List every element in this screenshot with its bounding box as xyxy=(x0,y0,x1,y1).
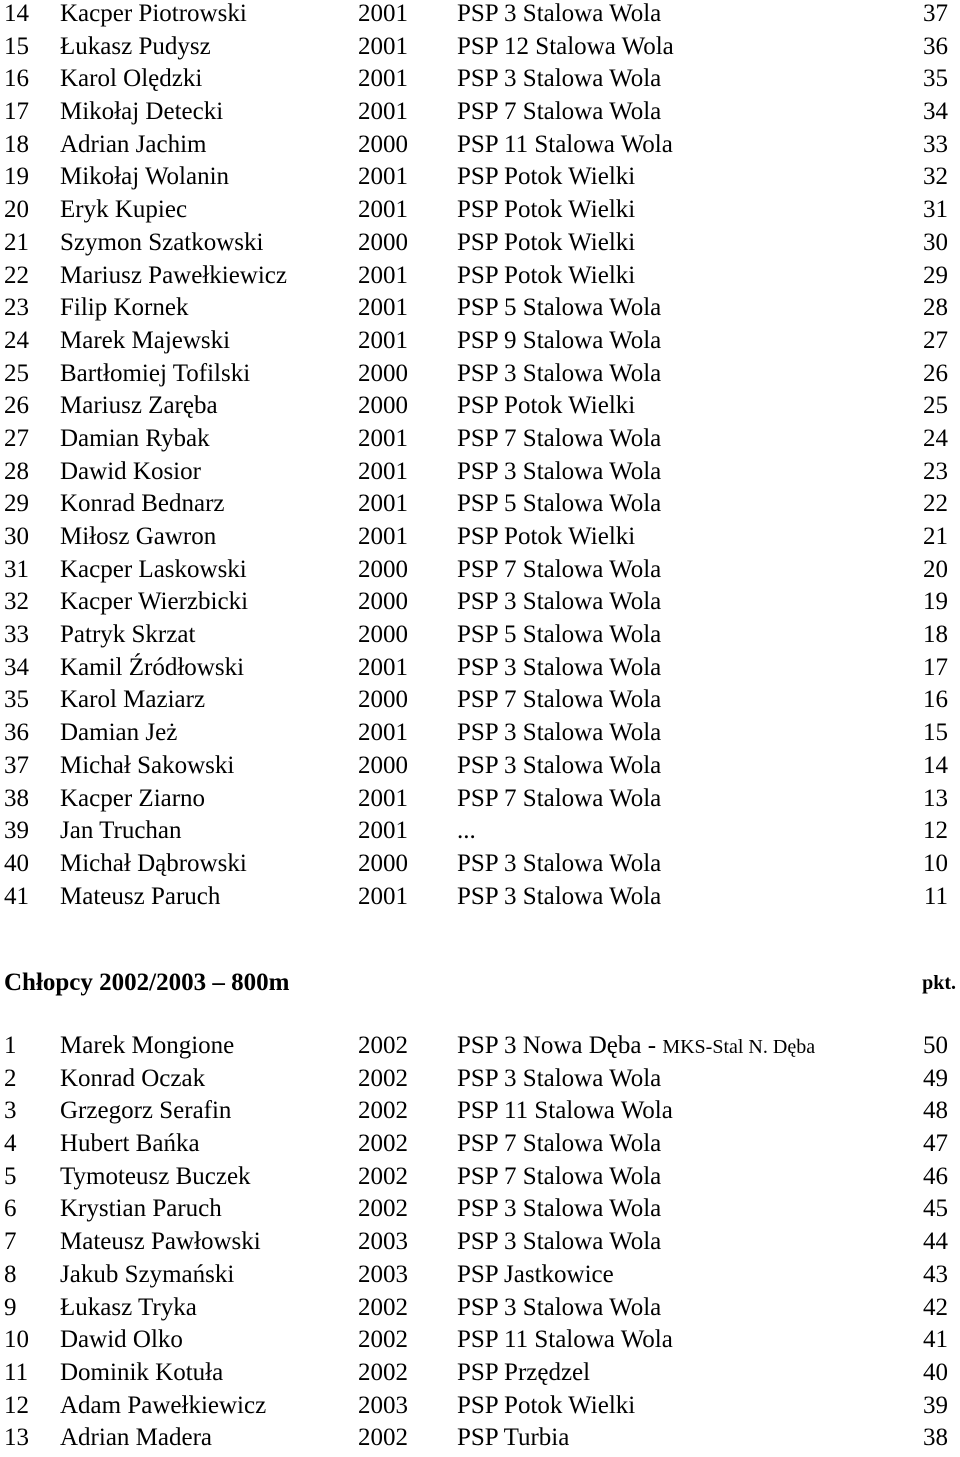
points-cell: 24 xyxy=(923,424,948,452)
result-row xyxy=(0,621,960,654)
points-cell: 27 xyxy=(923,326,948,354)
result-row xyxy=(0,98,960,131)
school-cell: PSP 7 Stalowa Wola xyxy=(457,1130,662,1158)
school-cell: PSP 7 Stalowa Wola xyxy=(457,1162,662,1190)
school-cell: PSP 3 Stalowa Wola xyxy=(457,1195,662,1223)
name-cell: Kacper Wierzbicki xyxy=(60,588,249,616)
result-row xyxy=(0,458,960,491)
points-cell: 37 xyxy=(923,0,948,27)
points-cell: 32 xyxy=(923,163,948,191)
name-cell: Tymoteusz Buczek xyxy=(60,1162,251,1190)
name-cell: Kacper Piotrowski xyxy=(60,0,247,27)
year-cell: 2000 xyxy=(358,130,408,158)
year-cell: 2001 xyxy=(358,719,408,747)
name-cell: Mariusz Zaręba xyxy=(60,392,218,420)
place-cell: 2 xyxy=(4,1064,17,1092)
name-cell: Marek Majewski xyxy=(60,326,231,354)
result-row xyxy=(0,1392,960,1425)
result-row xyxy=(0,392,960,425)
place-cell: 6 xyxy=(4,1195,17,1223)
school-text: PSP 3 Nowa Dęba - xyxy=(457,1032,663,1059)
points-cell: 25 xyxy=(923,392,948,420)
points-cell: 42 xyxy=(923,1293,948,1321)
year-cell: 2000 xyxy=(358,751,408,779)
school-cell: PSP Potok Wielki xyxy=(457,196,636,224)
points-cell: 15 xyxy=(923,719,948,747)
name-cell: Adam Pawełkiewicz xyxy=(60,1391,267,1419)
name-cell: Łukasz Pudysz xyxy=(60,32,211,60)
school-cell: PSP Potok Wielki xyxy=(457,523,636,550)
school-cell: PSP 5 Stalowa Wola xyxy=(457,294,662,322)
name-cell: Filip Kornek xyxy=(60,294,189,322)
place-cell: 5 xyxy=(4,1162,17,1190)
place-cell: 23 xyxy=(4,294,29,322)
points-cell: 10 xyxy=(923,849,948,877)
year-cell: 2001 xyxy=(358,523,408,550)
school-cell: PSP Potok Wielki xyxy=(457,1391,636,1419)
name-cell: Szymon Szatkowski xyxy=(60,228,264,256)
year-cell: 2001 xyxy=(358,326,408,354)
name-cell: Damian Rybak xyxy=(60,424,210,452)
place-cell: 27 xyxy=(4,424,29,452)
result-row xyxy=(0,719,960,752)
result-row xyxy=(0,1163,960,1196)
year-cell: 2000 xyxy=(358,228,408,256)
points-cell: 14 xyxy=(923,751,948,779)
place-cell: 33 xyxy=(4,621,29,649)
school-cell: PSP 12 Stalowa Wola xyxy=(457,32,674,60)
year-cell: 2001 xyxy=(358,784,408,812)
year-cell: 2000 xyxy=(358,588,408,616)
year-cell: 2002 xyxy=(358,1424,408,1452)
place-cell: 34 xyxy=(4,653,29,681)
points-cell: 12 xyxy=(923,817,948,845)
year-cell: 2002 xyxy=(358,1293,408,1321)
points-cell: 36 xyxy=(923,32,948,60)
name-cell: Adrian Jachim xyxy=(60,130,207,158)
result-row xyxy=(0,523,960,556)
school-cell: PSP 7 Stalowa Wola xyxy=(457,555,662,583)
name-cell: Kacper Laskowski xyxy=(60,555,247,583)
result-row xyxy=(0,0,960,33)
points-cell: 16 xyxy=(923,686,948,714)
result-row xyxy=(0,490,960,523)
result-row xyxy=(0,196,960,229)
result-row xyxy=(0,425,960,458)
result-row xyxy=(0,131,960,164)
year-cell: 2000 xyxy=(358,849,408,877)
result-row xyxy=(0,1065,960,1098)
name-cell: Łukasz Tryka xyxy=(60,1293,197,1321)
school-cell: PSP Potok Wielki xyxy=(457,392,636,420)
name-cell: Mikołaj Detecki xyxy=(60,98,224,126)
name-cell: Mikołaj Wolanin xyxy=(60,163,230,191)
year-cell: 2001 xyxy=(358,261,408,289)
club-text: MKS-Stal N. Dęba xyxy=(662,1036,816,1058)
school-cell: PSP Potok Wielki xyxy=(457,261,636,289)
name-cell: Jan Truchan xyxy=(60,817,182,845)
result-row xyxy=(0,33,960,66)
year-cell: 2001 xyxy=(358,32,408,60)
year-cell: 2000 xyxy=(358,359,408,387)
name-cell: Damian Jeż xyxy=(60,719,178,747)
school-cell: PSP 11 Stalowa Wola xyxy=(457,1326,673,1354)
result-row xyxy=(0,654,960,687)
result-row xyxy=(0,1032,960,1065)
place-cell: 9 xyxy=(4,1293,17,1321)
points-cell: 34 xyxy=(923,98,948,126)
result-row xyxy=(0,752,960,785)
place-cell: 15 xyxy=(4,32,29,60)
year-cell: 2001 xyxy=(358,653,408,681)
place-cell: 4 xyxy=(4,1130,17,1158)
year-cell: 2003 xyxy=(358,1260,408,1288)
name-cell: Konrad Oczak xyxy=(60,1064,206,1092)
place-cell: 37 xyxy=(4,751,29,779)
name-cell: Eryk Kupiec xyxy=(60,196,188,224)
result-row xyxy=(0,883,960,916)
result-row xyxy=(0,1359,960,1392)
result-row xyxy=(0,327,960,360)
results-table-2 xyxy=(0,1032,960,1457)
result-row xyxy=(0,686,960,719)
points-cell: 22 xyxy=(923,490,948,518)
place-cell: 41 xyxy=(4,882,29,910)
name-cell: Karol Olędzki xyxy=(60,65,203,93)
result-row xyxy=(0,785,960,818)
points-cell: 49 xyxy=(923,1064,948,1092)
place-cell: 16 xyxy=(4,65,29,93)
school-cell xyxy=(457,1032,815,1061)
name-cell: Kacper Ziarno xyxy=(60,784,206,812)
name-cell: Dominik Kotuła xyxy=(60,1358,224,1386)
school-cell: ... xyxy=(457,817,476,845)
points-cell: 45 xyxy=(923,1195,948,1223)
place-cell: 30 xyxy=(4,523,29,550)
name-cell: Patryk Skrzat xyxy=(60,621,196,649)
school-cell: PSP 3 Stalowa Wola xyxy=(457,65,662,93)
place-cell: 1 xyxy=(4,1032,17,1059)
place-cell: 29 xyxy=(4,490,29,518)
school-cell: PSP 7 Stalowa Wola xyxy=(457,686,662,714)
year-cell: 2001 xyxy=(358,65,408,93)
year-cell: 2000 xyxy=(358,392,408,420)
name-cell: Michał Dąbrowski xyxy=(60,849,247,877)
school-cell: PSP Turbia xyxy=(457,1424,570,1452)
place-cell: 13 xyxy=(4,1424,29,1452)
place-cell: 38 xyxy=(4,784,29,812)
place-cell: 40 xyxy=(4,849,29,877)
school-cell: PSP 3 Stalowa Wola xyxy=(457,0,662,27)
school-cell: PSP Potok Wielki xyxy=(457,163,636,191)
place-cell: 36 xyxy=(4,719,29,747)
year-cell: 2001 xyxy=(358,490,408,518)
place-cell: 25 xyxy=(4,359,29,387)
place-cell: 26 xyxy=(4,392,29,420)
place-cell: 39 xyxy=(4,817,29,845)
year-cell: 2001 xyxy=(358,882,408,910)
name-cell: Mateusz Pawłowski xyxy=(60,1228,261,1256)
name-cell: Dawid Kosior xyxy=(60,457,201,485)
place-cell: 22 xyxy=(4,261,29,289)
year-cell: 2000 xyxy=(358,686,408,714)
school-cell: PSP 3 Stalowa Wola xyxy=(457,751,662,779)
points-cell: 50 xyxy=(923,1032,948,1059)
school-cell: PSP 3 Stalowa Wola xyxy=(457,653,662,681)
school-cell: PSP 3 Stalowa Wola xyxy=(457,849,662,877)
year-cell: 2000 xyxy=(358,621,408,649)
place-cell: 3 xyxy=(4,1097,17,1125)
points-cell: 23 xyxy=(923,457,948,485)
school-cell: PSP 3 Stalowa Wola xyxy=(457,1228,662,1256)
year-cell: 2002 xyxy=(358,1130,408,1158)
place-cell: 7 xyxy=(4,1228,17,1256)
name-cell: Krystian Paruch xyxy=(60,1195,222,1223)
year-cell: 2000 xyxy=(358,555,408,583)
place-cell: 31 xyxy=(4,555,29,583)
school-cell: PSP 3 Stalowa Wola xyxy=(457,1064,662,1092)
points-cell: 19 xyxy=(923,588,948,616)
school-cell: PSP 3 Stalowa Wola xyxy=(457,882,662,910)
place-cell: 18 xyxy=(4,130,29,158)
points-cell: 35 xyxy=(923,65,948,93)
points-cell: 18 xyxy=(923,621,948,649)
name-cell: Karol Maziarz xyxy=(60,686,206,714)
year-cell: 2002 xyxy=(358,1032,408,1059)
result-row xyxy=(0,1326,960,1359)
place-cell: 10 xyxy=(4,1326,29,1354)
points-cell: 17 xyxy=(923,653,948,681)
year-cell: 2001 xyxy=(358,196,408,224)
points-cell: 13 xyxy=(923,784,948,812)
result-row xyxy=(0,1424,960,1457)
school-cell: PSP Potok Wielki xyxy=(457,228,636,256)
school-cell: PSP 7 Stalowa Wola xyxy=(457,784,662,812)
section-title: Chłopcy 2002/2003 – 800m xyxy=(4,969,290,996)
school-cell: PSP 5 Stalowa Wola xyxy=(457,621,662,649)
name-cell: Grzegorz Serafin xyxy=(60,1097,232,1125)
name-cell: Mateusz Paruch xyxy=(60,882,221,910)
result-row xyxy=(0,360,960,393)
place-cell: 35 xyxy=(4,686,29,714)
school-cell: PSP 3 Stalowa Wola xyxy=(457,588,662,616)
points-cell: 38 xyxy=(923,1424,948,1452)
points-cell: 46 xyxy=(923,1162,948,1190)
points-cell: 31 xyxy=(923,196,948,224)
points-cell: 30 xyxy=(923,228,948,256)
points-cell: 21 xyxy=(923,523,948,550)
year-cell: 2001 xyxy=(358,457,408,485)
place-cell: 24 xyxy=(4,326,29,354)
result-row xyxy=(0,262,960,295)
result-row xyxy=(0,850,960,883)
school-cell: PSP 3 Stalowa Wola xyxy=(457,1293,662,1321)
school-cell: PSP 9 Stalowa Wola xyxy=(457,326,662,354)
result-row xyxy=(0,163,960,196)
year-cell: 2003 xyxy=(358,1391,408,1419)
place-cell: 12 xyxy=(4,1391,29,1419)
school-cell: PSP 3 Stalowa Wola xyxy=(457,359,662,387)
name-cell: Jakub Szymański xyxy=(60,1260,235,1288)
name-cell: Miłosz Gawron xyxy=(60,523,217,550)
result-row xyxy=(0,1130,960,1163)
year-cell: 2001 xyxy=(358,0,408,27)
school-cell: PSP 3 Stalowa Wola xyxy=(457,719,662,747)
school-cell: PSP 3 Stalowa Wola xyxy=(457,457,662,485)
school-cell: PSP 11 Stalowa Wola xyxy=(457,130,673,158)
year-cell: 2001 xyxy=(358,817,408,845)
school-cell: PSP Przędzel xyxy=(457,1358,591,1386)
school-cell: PSP 7 Stalowa Wola xyxy=(457,98,662,126)
points-cell: 28 xyxy=(923,294,948,322)
result-row xyxy=(0,229,960,262)
name-cell: Kamil Źródłowski xyxy=(60,653,245,681)
points-cell: 39 xyxy=(923,1391,948,1419)
result-row xyxy=(0,1228,960,1261)
result-row xyxy=(0,1261,960,1294)
place-cell: 11 xyxy=(4,1358,29,1386)
points-cell: 11 xyxy=(923,882,948,910)
result-row xyxy=(0,294,960,327)
place-cell: 20 xyxy=(4,196,29,224)
name-cell: Adrian Madera xyxy=(60,1424,213,1452)
result-row xyxy=(0,556,960,589)
name-cell: Konrad Bednarz xyxy=(60,490,225,518)
points-cell: 20 xyxy=(923,555,948,583)
name-cell: Marek Mongione xyxy=(60,1032,235,1059)
school-cell: PSP Jastkowice xyxy=(457,1260,614,1288)
year-cell: 2002 xyxy=(358,1358,408,1386)
points-cell: 48 xyxy=(923,1097,948,1125)
place-cell: 21 xyxy=(4,228,29,256)
place-cell: 17 xyxy=(4,98,29,126)
school-cell: PSP 11 Stalowa Wola xyxy=(457,1097,673,1125)
name-cell: Hubert Bańka xyxy=(60,1130,200,1158)
points-cell: 41 xyxy=(923,1326,948,1354)
result-row xyxy=(0,817,960,850)
points-cell: 29 xyxy=(923,261,948,289)
year-cell: 2002 xyxy=(358,1162,408,1190)
place-cell: 28 xyxy=(4,457,29,485)
result-row xyxy=(0,588,960,621)
name-cell: Michał Sakowski xyxy=(60,751,235,779)
points-cell: 47 xyxy=(923,1130,948,1158)
result-row xyxy=(0,1195,960,1228)
year-cell: 2003 xyxy=(358,1228,408,1256)
year-cell: 2002 xyxy=(358,1195,408,1223)
year-cell: 2002 xyxy=(358,1097,408,1125)
points-cell: 40 xyxy=(923,1358,948,1386)
school-cell: PSP 5 Stalowa Wola xyxy=(457,490,662,518)
points-header: pkt. xyxy=(922,972,956,994)
points-cell: 44 xyxy=(923,1228,948,1256)
place-cell: 19 xyxy=(4,163,29,191)
place-cell: 8 xyxy=(4,1260,17,1288)
year-cell: 2001 xyxy=(358,98,408,126)
year-cell: 2001 xyxy=(358,424,408,452)
name-cell: Mariusz Pawełkiewicz xyxy=(60,261,288,289)
year-cell: 2002 xyxy=(358,1326,408,1354)
school-cell: PSP 7 Stalowa Wola xyxy=(457,424,662,452)
result-row xyxy=(0,1097,960,1130)
year-cell: 2001 xyxy=(358,294,408,322)
points-cell: 26 xyxy=(923,359,948,387)
result-row xyxy=(0,1294,960,1327)
points-cell: 43 xyxy=(923,1260,948,1288)
name-cell: Bartłomiej Tofilski xyxy=(60,359,251,387)
year-cell: 2001 xyxy=(358,163,408,191)
points-cell: 33 xyxy=(923,130,948,158)
result-row xyxy=(0,65,960,98)
place-cell: 14 xyxy=(4,0,29,27)
name-cell: Dawid Olko xyxy=(60,1326,183,1354)
place-cell: 32 xyxy=(4,588,29,616)
year-cell: 2002 xyxy=(358,1064,408,1092)
